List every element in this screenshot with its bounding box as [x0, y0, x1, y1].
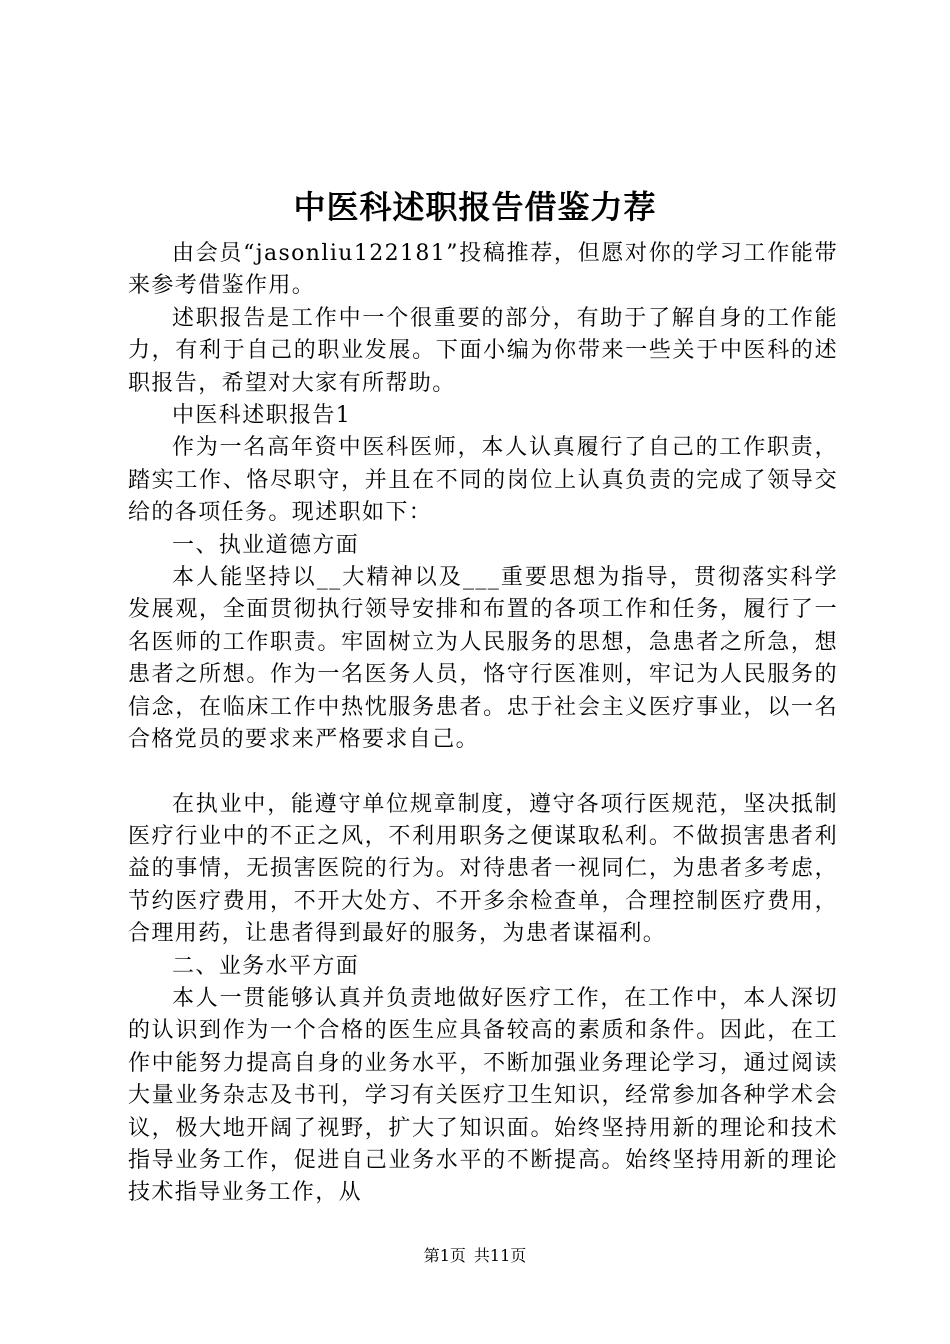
page-footer	[0, 1244, 950, 1268]
paragraph-report-opening: 作为一名高年资中医科医师，本人认真履行了自己的工作职责，踏实工作、恪尽职守，并且在不同的岗位上认真负责的完成了领导交给的各项任务。现述职如下：	[128, 435, 838, 526]
paragraph-practice: 在执业中，能遵守单位规章制度，遵守各项行医规范，坚决抵制医疗行业中的不正之风，不利用职务之便谋取私利。不做损害患者利益的事情，无损害医院的行为。对待患者一视同仁，为患者多考虑，节约医疗费用，不开大处方、不开多余检查单，合理控制医疗费用，合理用药，让患者得到最好的服务，为患者谋福利。	[128, 791, 838, 947]
paragraph-ethics: 本人能坚持以__大精神以及___重要思想为指导，贯彻落实科学发展观，全面贯彻执行领导安排和布置的各项工作和任务，履行了一名医师的工作职责。牢固树立为人民服务的思想，急患者之所急，想患者之所想。作为一名医务人员，恪守行医准则，牢记为人民服务的信念，在临床工作中热忱服务患者。忠于社会主义医疗事业，以一名合格党员的要求来严格要求自己。	[128, 565, 838, 753]
paragraph-preface: 述职报告是工作中一个很重要的部分，有助于了解自身的工作能力，有利于自己的职业发展。下面小编为你带来一些关于中医科的述职报告，希望对大家有所帮助。	[128, 305, 838, 396]
document-body	[128, 238, 838, 1210]
document-title: 中医科述职报告借鉴力荐	[293, 188, 657, 226]
section-heading-skills: 二、业务水平方面	[172, 953, 360, 979]
page-total: 共11页	[473, 1246, 527, 1265]
paragraph-skills: 本人一贯能够认真并负责地做好医疗工作，在工作中，本人深切的认识到作为一个合格的医生应具备较高的素质和条件。因此，在工作中能努力提高自身的业务水平，不断加强业务理论学习，通过阅读大量业务杂志及书刊，学习有关医疗卫生知识，经常参加各种学术会议，极大地开阔了视野，扩大了知识面。始终坚持用新的理论和技术指导业务工作，促进自己业务水平的不断提高。始终坚持用新的理论技术指导业务工作，从	[128, 985, 838, 1206]
paragraph-intro: 由会员“jasonliu122181”投稿推荐，但愿对你的学习工作能带来参考借鉴作用。	[128, 241, 838, 299]
page-number: 第1页	[423, 1246, 466, 1265]
section-heading-ethics: 一、执业道德方面	[172, 532, 360, 558]
section-heading-report-1: 中医科述职报告1	[172, 403, 352, 429]
